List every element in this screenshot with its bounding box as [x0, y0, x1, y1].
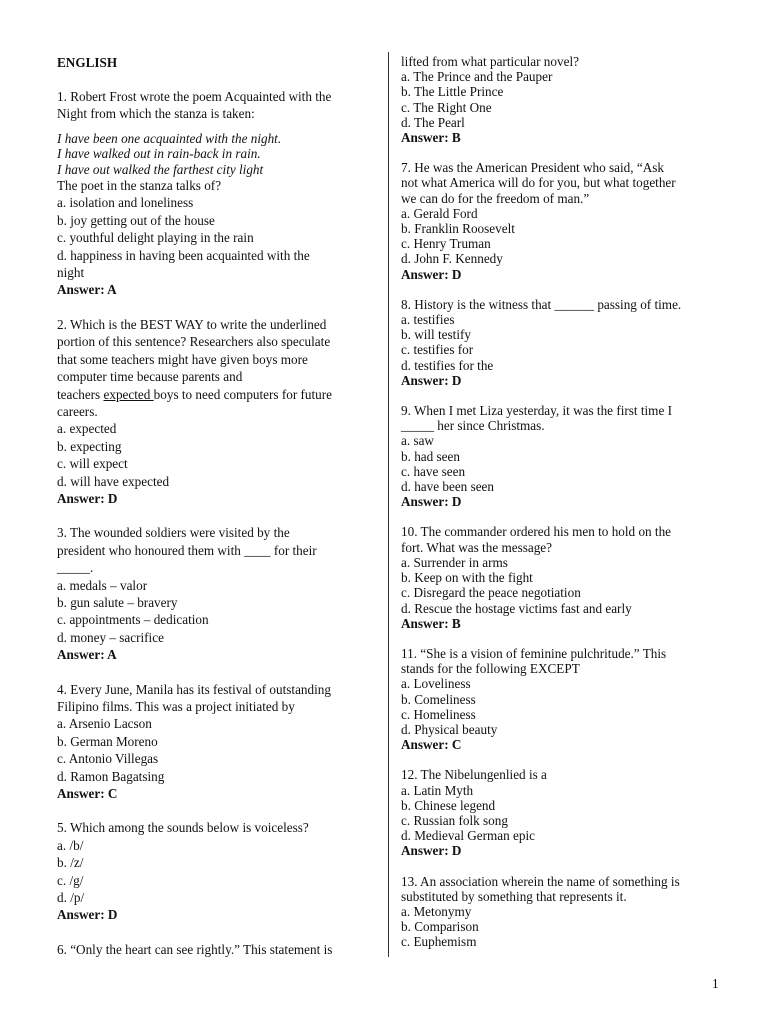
question-9 — [401, 403, 726, 509]
question-stem: 11. “She is a vision of feminine pulchritude.” This — [401, 645, 667, 661]
question-stem: fort. What was the message? — [401, 539, 552, 555]
answer-key: Answer: D — [57, 490, 118, 506]
answer-option: d. happiness in having been acquainted with the — [57, 247, 310, 263]
question-prompt: The poet in the stanza talks of? — [57, 178, 222, 194]
answer-option: d. /p/ — [57, 890, 85, 906]
answer-key: Answer: B — [401, 615, 461, 631]
question-stem: 13. An association wherein the name of something is — [401, 873, 680, 889]
answer-option: a. Loveliness — [401, 676, 471, 692]
question-12 — [401, 767, 726, 858]
answer-option: a. testifies — [401, 312, 455, 328]
answer-option: b. will testify — [401, 327, 471, 343]
answer-option: b. expecting — [57, 438, 122, 454]
answer-option: b. Comeliness — [401, 691, 476, 707]
question-stem: president who honoured them with ____ for their — [57, 542, 317, 558]
answer-key: Answer: D — [401, 843, 462, 859]
answer-option: d. The Pearl — [401, 114, 465, 130]
question-stem: 1. Robert Frost wrote the poem Acquainted with the — [57, 89, 332, 104]
answer-option: a. medals – valor — [57, 577, 148, 593]
question-2 — [57, 316, 377, 507]
answer-option: d. Medieval German epic — [401, 828, 536, 844]
answer-key: Answer: D — [401, 266, 462, 282]
answer-option: c. Antonio Villegas — [57, 751, 159, 767]
question-stem: 8. History is the witness that ______ passing of time. — [401, 296, 682, 312]
question-stem: not what America will do for you, but what together — [401, 175, 676, 191]
question-stem: 5. Which among the sounds below is voiceless? — [57, 820, 309, 836]
question-stem: stands for the following EXCEPT — [401, 661, 580, 677]
answer-option: b. Comparison — [401, 919, 479, 935]
question-11 — [401, 646, 726, 752]
answer-option: c. Henry Truman — [401, 236, 491, 252]
question-stem: careers. — [57, 403, 98, 419]
question-13 — [401, 874, 726, 950]
question-stem: 12. The Nibelungenlied is a — [401, 767, 547, 783]
right-column — [401, 54, 726, 950]
answer-option: c. youthful delight playing in the rain — [57, 230, 254, 246]
poem-line: I have been one acquainted with the night. — [57, 130, 282, 146]
poem-stanza — [57, 131, 377, 177]
question-stem: 2. Which is the BEST WAY to write the underlined — [57, 316, 327, 332]
answer-option: night — [57, 265, 85, 281]
question-stem: we can do for the freedom of man.” — [401, 190, 590, 206]
answer-option: d. Physical beauty — [401, 721, 498, 737]
answer-option: c. /g/ — [57, 872, 84, 888]
answer-key: Answer: D — [401, 494, 462, 510]
answer-option: c. Disregard the peace negotiation — [401, 585, 581, 601]
question-4 — [57, 681, 377, 803]
question-stem: 7. He was the American President who said, “Ask — [401, 160, 664, 176]
answer-option: c. testifies for — [401, 342, 474, 358]
question-stem: _____ her since Christmas. — [401, 418, 545, 434]
question-stem: 9. When I met Liza yesterday, it was the first time I — [401, 403, 672, 419]
question-stem: 6. “Only the heart can see rightly.” This statement is — [57, 941, 333, 957]
answer-option: c. have seen — [401, 463, 466, 479]
answer-key: Answer: A — [57, 647, 117, 663]
underlined-portion: expected — [103, 386, 154, 402]
answer-key: Answer: D — [401, 372, 462, 388]
poem-line: I have out walked the farthest city light — [57, 161, 264, 177]
page-number: 1 — [712, 976, 719, 991]
poem-line: I have walked out in rain-back in rain. — [57, 146, 261, 162]
answer-option: c. will expect — [57, 456, 128, 472]
answer-option: d. have been seen — [401, 479, 495, 495]
answer-option: b. Franklin Roosevelt — [401, 221, 515, 237]
question-1 — [57, 88, 377, 299]
answer-option: c. The Right One — [401, 99, 492, 115]
question-7 — [401, 160, 726, 282]
question-stem: Night from which the stanza is taken: — [57, 106, 255, 122]
question-8 — [401, 297, 726, 388]
answer-option: b. /z/ — [57, 855, 84, 871]
answer-option: b. Chinese legend — [401, 797, 496, 813]
answer-option: d. testifies for the — [401, 357, 494, 373]
answer-option: c. Russian folk song — [401, 812, 508, 828]
answer-option: a. Metonymy — [401, 903, 472, 919]
stem-text: teachers — [57, 386, 104, 402]
answer-key: Answer: A — [57, 282, 117, 298]
answer-option: a. Gerald Ford — [401, 205, 478, 221]
answer-option: a. Surrender in arms — [401, 554, 508, 570]
answer-option: b. Keep on with the fight — [401, 570, 533, 586]
answer-option: b. German Moreno — [57, 733, 158, 749]
answer-option: a. expected — [57, 421, 117, 437]
question-stem: _____. — [57, 560, 94, 576]
answer-option: d. will have expected — [57, 473, 170, 489]
answer-key: Answer: C — [401, 737, 462, 753]
column-divider — [388, 52, 389, 957]
question-stem: that some teachers might have given boys more — [57, 351, 308, 367]
answer-option: a. isolation and loneliness — [57, 195, 194, 211]
answer-option: b. The Little Prince — [401, 84, 504, 100]
question-stem: 3. The wounded soldiers were visited by the — [57, 525, 290, 541]
question-stem: portion of this sentence? Researchers also speculate — [57, 334, 331, 350]
answer-option: a. Arsenio Lacson — [57, 716, 152, 732]
question-6-continued — [401, 54, 726, 145]
question-stem: lifted from what particular novel? — [401, 54, 579, 69]
question-stem — [57, 386, 377, 403]
answer-option: b. had seen — [401, 448, 460, 464]
question-stem: substituted by something that represents it. — [401, 888, 627, 904]
left-column — [57, 54, 377, 958]
question-stem: 4. Every June, Manila has its festival of outstanding — [57, 681, 331, 697]
answer-option: c. Euphemism — [401, 934, 477, 950]
question-5 — [57, 819, 377, 923]
answer-key: Answer: C — [57, 786, 118, 802]
question-10 — [401, 524, 726, 630]
answer-option: d. money – sacrifice — [57, 629, 164, 645]
answer-option: d. Rescue the hostage victims fast and early — [401, 600, 632, 616]
answer-option: b. gun salute – bravery — [57, 594, 178, 610]
answer-option: a. Latin Myth — [401, 782, 474, 798]
answer-key: Answer: D — [57, 907, 118, 923]
answer-option: d. John F. Kennedy — [401, 251, 503, 267]
answer-option: c. appointments – dedication — [57, 612, 209, 628]
question-6 — [57, 941, 377, 958]
answer-option: d. Ramon Bagatsing — [57, 768, 165, 784]
section-heading: ENGLISH — [57, 55, 118, 70]
answer-option: c. Homeliness — [401, 706, 476, 722]
answer-option: a. The Prince and the Pauper — [401, 69, 553, 85]
question-stem: Filipino films. This was a project initiated by — [57, 699, 295, 714]
question-stem: 10. The commander ordered his men to hold on the — [401, 524, 672, 540]
answer-option: a. /b/ — [57, 837, 84, 853]
stem-text: boys to need computers for future — [153, 386, 333, 402]
question-stem: computer time because parents and — [57, 369, 243, 385]
answer-option: b. joy getting out of the house — [57, 212, 215, 228]
question-3 — [57, 524, 377, 663]
answer-key: Answer: B — [401, 130, 461, 146]
answer-option: a. saw — [401, 433, 434, 449]
